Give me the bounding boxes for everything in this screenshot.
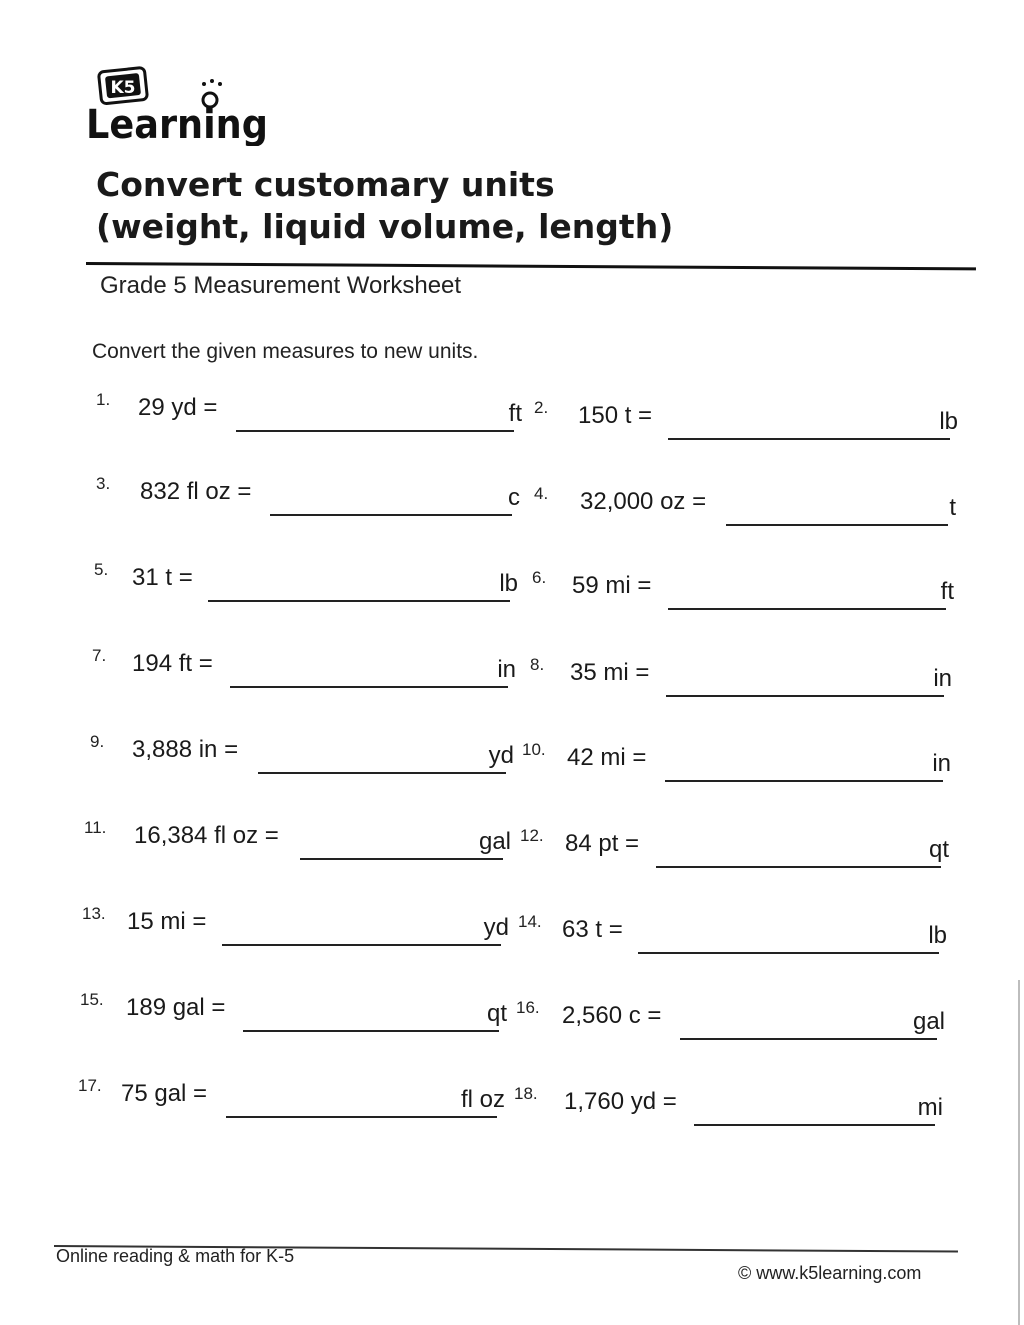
problem-expression: 31 t = xyxy=(132,564,193,591)
problem-expression: 75 gal = xyxy=(121,1080,208,1107)
target-unit: ft xyxy=(940,578,954,605)
target-unit: yd xyxy=(483,914,509,941)
answer-blank[interactable] xyxy=(300,858,503,860)
answer-blank[interactable] xyxy=(694,1124,935,1126)
problem-number: 6. xyxy=(532,568,547,587)
title-line-1: Convert customary units xyxy=(96,165,555,204)
worksheet-subtitle: Grade 5 Measurement Worksheet xyxy=(100,272,462,299)
answer-blank[interactable] xyxy=(638,952,939,954)
problem-item xyxy=(96,390,522,430)
target-unit: fl oz xyxy=(460,1086,505,1113)
problem-item xyxy=(520,826,949,866)
answer-blank[interactable] xyxy=(258,772,506,774)
logo-badge: K5 xyxy=(110,78,136,98)
problem-expression: 194 ft = xyxy=(132,650,213,677)
problem-number: 7. xyxy=(92,646,107,665)
title-line-2: (weight, liquid volume, length) xyxy=(96,207,674,246)
problem-number: 2. xyxy=(534,398,549,417)
problem-number: 3. xyxy=(96,474,111,493)
problem-expression: 84 pt = xyxy=(565,830,640,857)
problem-item xyxy=(516,998,945,1038)
problem-item xyxy=(94,560,518,600)
k5-learning-logo xyxy=(86,66,276,146)
answer-blank[interactable] xyxy=(226,1116,497,1118)
logo-word: Learning xyxy=(86,102,268,146)
problem-item xyxy=(96,474,520,514)
problem-expression: 59 mi = xyxy=(572,572,652,599)
problem-item xyxy=(92,646,516,686)
problem-expression: 32,000 oz = xyxy=(580,488,707,515)
target-unit: gal xyxy=(912,1008,945,1035)
problem-number: 10. xyxy=(522,740,546,759)
footer-website: © www.k5learning.com xyxy=(738,1263,922,1283)
target-unit: in xyxy=(497,656,516,683)
target-unit: mi xyxy=(917,1094,943,1121)
answer-blank[interactable] xyxy=(666,695,944,697)
problem-expression: 150 t = xyxy=(578,402,653,429)
problem-number: 11. xyxy=(84,818,107,837)
answer-blank[interactable] xyxy=(726,524,948,526)
problem-item xyxy=(82,904,509,944)
footer-tagline: Online reading & math for K-5 xyxy=(56,1246,295,1266)
problem-item xyxy=(80,990,507,1030)
answer-blank[interactable] xyxy=(222,944,501,946)
problem-item xyxy=(534,398,958,438)
instructions: Convert the given measures to new units. xyxy=(92,340,479,363)
problem-item xyxy=(522,740,951,780)
target-unit: c xyxy=(508,484,520,511)
problem-expression: 1,760 yd = xyxy=(564,1088,677,1115)
problem-item xyxy=(530,655,952,695)
target-unit: lb xyxy=(939,408,958,435)
answer-blank[interactable] xyxy=(243,1030,499,1032)
answer-blank[interactable] xyxy=(668,608,946,610)
problem-number: 18. xyxy=(514,1084,538,1103)
target-unit: qt xyxy=(928,836,949,863)
problem-expression: 35 mi = xyxy=(570,659,650,686)
problem-number: 5. xyxy=(94,560,109,579)
target-unit: yd xyxy=(488,742,514,769)
problem-expression: 16,384 fl oz = xyxy=(134,822,279,849)
problem-number: 13. xyxy=(82,904,106,923)
problem-number: 8. xyxy=(530,655,545,674)
problem-expression: 63 t = xyxy=(562,916,623,943)
page-title xyxy=(96,164,673,248)
answer-blank[interactable] xyxy=(230,686,508,688)
problem-number: 14. xyxy=(518,912,542,931)
header-divider xyxy=(86,262,976,270)
target-unit: qt xyxy=(486,1000,507,1027)
target-unit: gal xyxy=(478,828,511,855)
problem-expression: 29 yd = xyxy=(138,394,218,421)
answer-blank[interactable] xyxy=(668,438,950,440)
problem-expression: 2,560 c = xyxy=(562,1002,662,1029)
problem-expression: 189 gal = xyxy=(126,994,226,1021)
target-unit: in xyxy=(933,665,952,692)
scan-edge-shadow xyxy=(1018,980,1020,1325)
problem-number: 1. xyxy=(96,390,111,409)
target-unit: ft xyxy=(508,400,522,427)
problem-expression: 42 mi = xyxy=(567,744,647,771)
problem-number: 4. xyxy=(534,484,549,503)
answer-blank[interactable] xyxy=(665,780,943,782)
problem-item xyxy=(514,1084,943,1124)
problem-number: 9. xyxy=(90,732,105,751)
problem-item xyxy=(90,732,514,772)
answer-blank[interactable] xyxy=(656,866,941,868)
answer-blank[interactable] xyxy=(680,1038,937,1040)
problem-item xyxy=(518,912,947,952)
problem-number: 17. xyxy=(78,1076,102,1095)
answer-blank[interactable] xyxy=(236,430,514,432)
target-unit: lb xyxy=(928,922,947,949)
target-unit: t xyxy=(949,494,956,521)
answer-blank[interactable] xyxy=(270,514,512,516)
problem-expression: 832 fl oz = xyxy=(140,478,252,505)
answer-blank[interactable] xyxy=(208,600,510,602)
target-unit: lb xyxy=(499,570,518,597)
problem-expression: 3,888 in = xyxy=(132,736,239,763)
problem-item xyxy=(532,568,954,608)
problem-item xyxy=(534,484,956,524)
problem-number: 16. xyxy=(516,998,540,1017)
problem-number: 12. xyxy=(520,826,544,845)
problem-item xyxy=(84,818,511,858)
problem-expression: 15 mi = xyxy=(127,908,207,935)
problem-number: 15. xyxy=(80,990,104,1009)
problem-item xyxy=(78,1076,505,1116)
target-unit: in xyxy=(932,750,951,777)
